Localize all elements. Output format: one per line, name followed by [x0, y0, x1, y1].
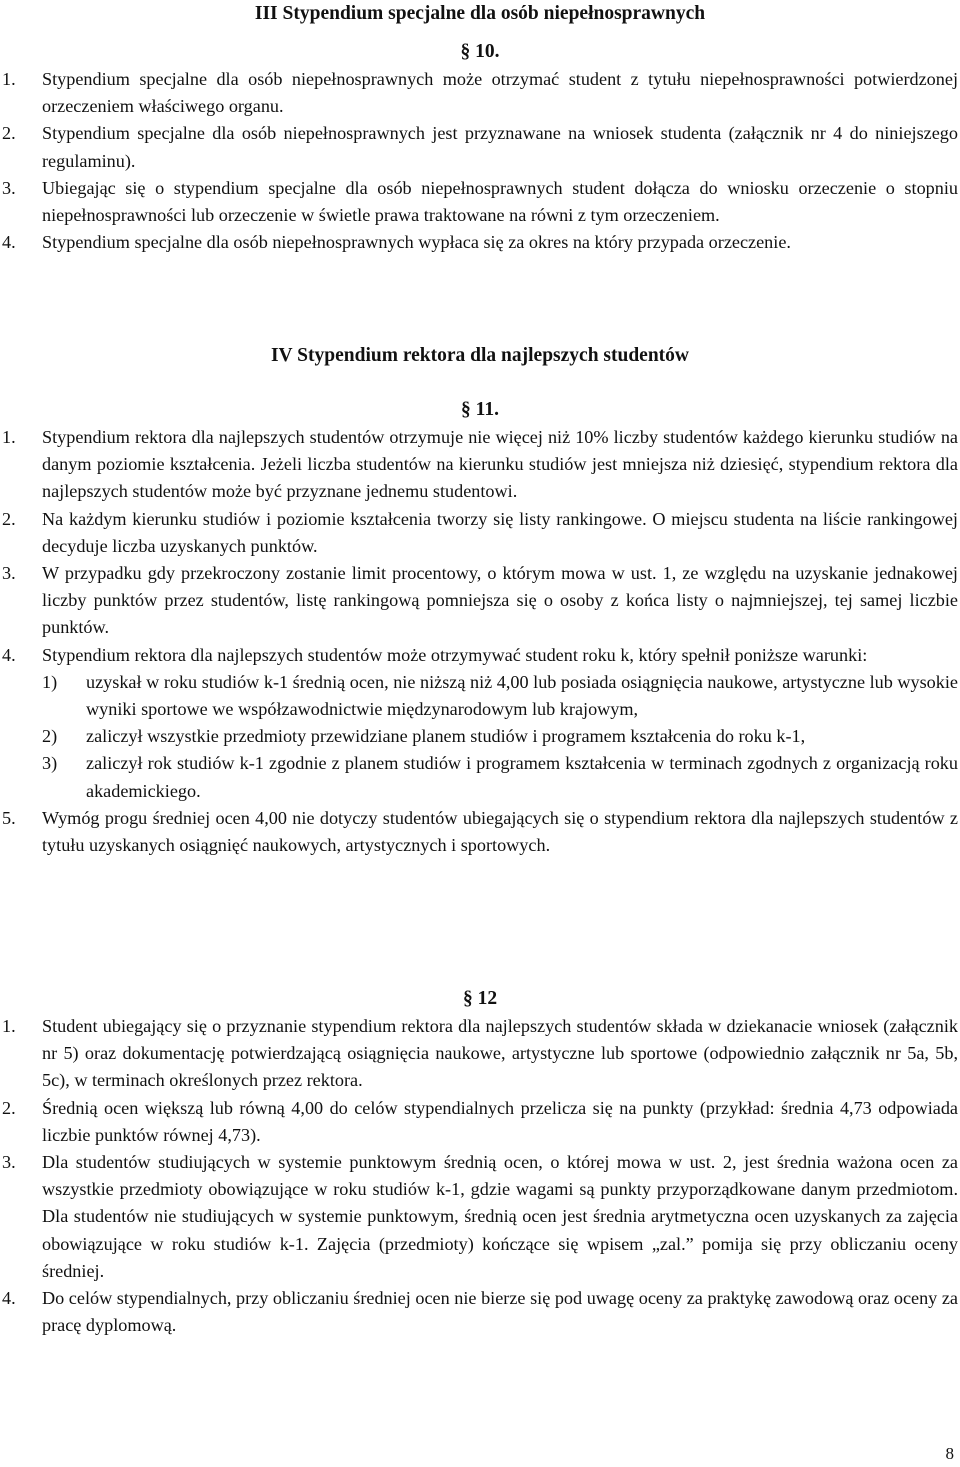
item-text: Stypendium specjalne dla osób niepełnosprawnych wypłaca się za okres na który przypada orzeczenie. [42, 232, 791, 253]
item-text: Stypendium rektora dla najlepszych studentów otrzymuje nie więcej niż 10% liczby studentów każdego kierunku studiów na danym poziomie kształcenia. Jeżeli liczba studentów na kierunku studiów jest mniejsza niż dziesięć, stypendium rektora dla najlepszych studentów może być przyznane jednemu studentowi. [42, 427, 958, 502]
list-item [0, 1285, 960, 1339]
item-text: Student ubiegający się o przyznanie stypendium rektora dla najlepszych studentów składa w dziekanacie wniosek (załącznik nr 5) oraz dokumentację potwierdzającą osiągnięcia naukowe, artystyczne lub sportowe (odpowiednio załącznik nr 5a, 5b, 5c), w terminach określonych przez rektora. [42, 1016, 958, 1091]
item-text: Stypendium specjalne dla osób niepełnosprawnych może otrzymać student z tytułu niepełnosprawności potwierdzonej orzeczeniem właściwego organu. [42, 69, 958, 117]
sub-item-number: 3) [42, 753, 58, 774]
item-number: 1. [2, 1016, 16, 1036]
item-text: Do celów stypendialnych, przy obliczaniu średniej ocen nie bierze się pod uwagę oceny za praktykę zawodową oraz oceny za pracę dyplomową. [42, 1288, 958, 1336]
item-number: 4. [2, 644, 16, 665]
list-item [0, 1013, 960, 1095]
section-title-iv: IV Stypendium rektora dla najlepszych studentów [270, 345, 690, 366]
item-text: Na każdym kierunku studiów i poziomie kształcenia tworzy się listy rankingowe. O miejscu studenta na liście rankingowej decyduje liczba uzyskanych punktów. [42, 508, 958, 556]
section-iii-list [0, 66, 960, 256]
paragraph-number-12: § 12 [462, 988, 498, 1009]
item-number: 3. [2, 563, 16, 584]
sub-item-text: uzyskał w roku studiów k-1 średnią ocen, nie niższą niż 4,00 lub posiada osiągnięcia naukowe, artystyczne lub wysokie wyniki sportowe we współzawodnictwie międzynarodowym lub krajowym, [86, 671, 958, 720]
section-iv-list [0, 424, 960, 859]
sub-item-text: zaliczył rok studiów k-1 zgodnie z planem studiów i programem kształcenia w terminach zgodnych z organizacją roku akademickiego. [86, 753, 958, 801]
list-item [0, 1095, 960, 1149]
item-text: Wymóg progu średniej ocen 4,00 nie dotyczy studentów ubiegających się o stypendium rektora dla najlepszych studentów z tytułu uzyskanych osiągnięć naukowych, artystycznych i sportowych. [42, 807, 958, 856]
page-number: 8 [945, 1444, 954, 1463]
sub-item-number: 1) [42, 671, 58, 692]
list-item [0, 424, 960, 506]
paragraph-number-10: § 10. [460, 41, 500, 62]
item-number: 2. [2, 123, 16, 144]
item-number: 5. [2, 807, 16, 828]
item-text: Stypendium specjalne dla osób niepełnosprawnych jest przyznawane na wniosek studenta (załącznik nr 4 do niniejszego regulaminu). [42, 123, 958, 171]
item-text: Średnią ocen większą lub równą 4,00 do celów stypendialnych przelicza się na punkty (przykład: średnia 4,73 odpowiada liczbie punktów równej 4,73). [42, 1097, 958, 1145]
sub-item-number: 2) [42, 726, 58, 747]
item-number: 1. [2, 69, 16, 89]
sub-list-item [0, 723, 960, 750]
item-number: 3. [2, 177, 16, 198]
list-item [0, 805, 960, 859]
item-text: Ubiegając się o stypendium specjalne dla osób niepełnosprawnych student dołącza do wniosku orzeczenie o stopniu niepełnosprawności lub orzeczenie w świetle prawa traktowane na równi z tym orzeczeniem. [42, 177, 958, 226]
item-number: 1. [2, 427, 16, 447]
list-item [0, 1149, 960, 1285]
item-number: 4. [2, 232, 16, 253]
list-item [0, 560, 960, 642]
list-item [0, 642, 960, 669]
item-number: 4. [2, 1288, 16, 1309]
item-number: 2. [2, 1097, 16, 1118]
section-12-list [0, 1013, 960, 1339]
item-text: Stypendium rektora dla najlepszych studentów może otrzymywać student roku k, który spełnił poniższe warunki: [42, 644, 868, 665]
sub-item-text: zaliczył wszystkie przedmioty przewidziane planem studiów i programem kształcenia do roku k-1, [86, 726, 806, 747]
list-item [0, 506, 960, 560]
sub-list-item [0, 750, 960, 804]
item-number: 2. [2, 508, 16, 529]
list-item [0, 229, 960, 256]
item-text: W przypadku gdy przekroczony zostanie limit procentowy, o którym mowa w ust. 1, ze względu na uzyskanie jednakowej liczby punktów przez studentów, listę rankingową pomniejsza się o osoby z końca listy o najmniejszej, tej samej liczbie punktów. [42, 563, 958, 638]
list-item [0, 66, 960, 120]
item-text: Dla studentów studiujących w systemie punktowym średnią ocen, o której mowa w ust. 2, jest średnia ważona ocen za wszystkie przedmioty obowiązujące w roku studiów k-1, gdzie wagami są punkty przyporządkowane danym przedmiotom. Dla studentów nie studiujących w systemie punktowym, średnią ocen jest średnia arytmetyczna ocen uzyskanych za zajęcia obowiązujące w roku studiów k-1. Zajęcia (przedmioty) kończące się wpisem „zal.” pomija się przy obliczaniu oceny średniej. [42, 1152, 958, 1281]
section-title-iii: III Stypendium specjalne dla osób niepełnosprawnych [254, 3, 706, 24]
list-item [0, 175, 960, 229]
sub-list-item [0, 669, 960, 723]
list-item [0, 120, 960, 174]
paragraph-number-11: § 11. [461, 399, 499, 420]
item-number: 3. [2, 1152, 16, 1173]
